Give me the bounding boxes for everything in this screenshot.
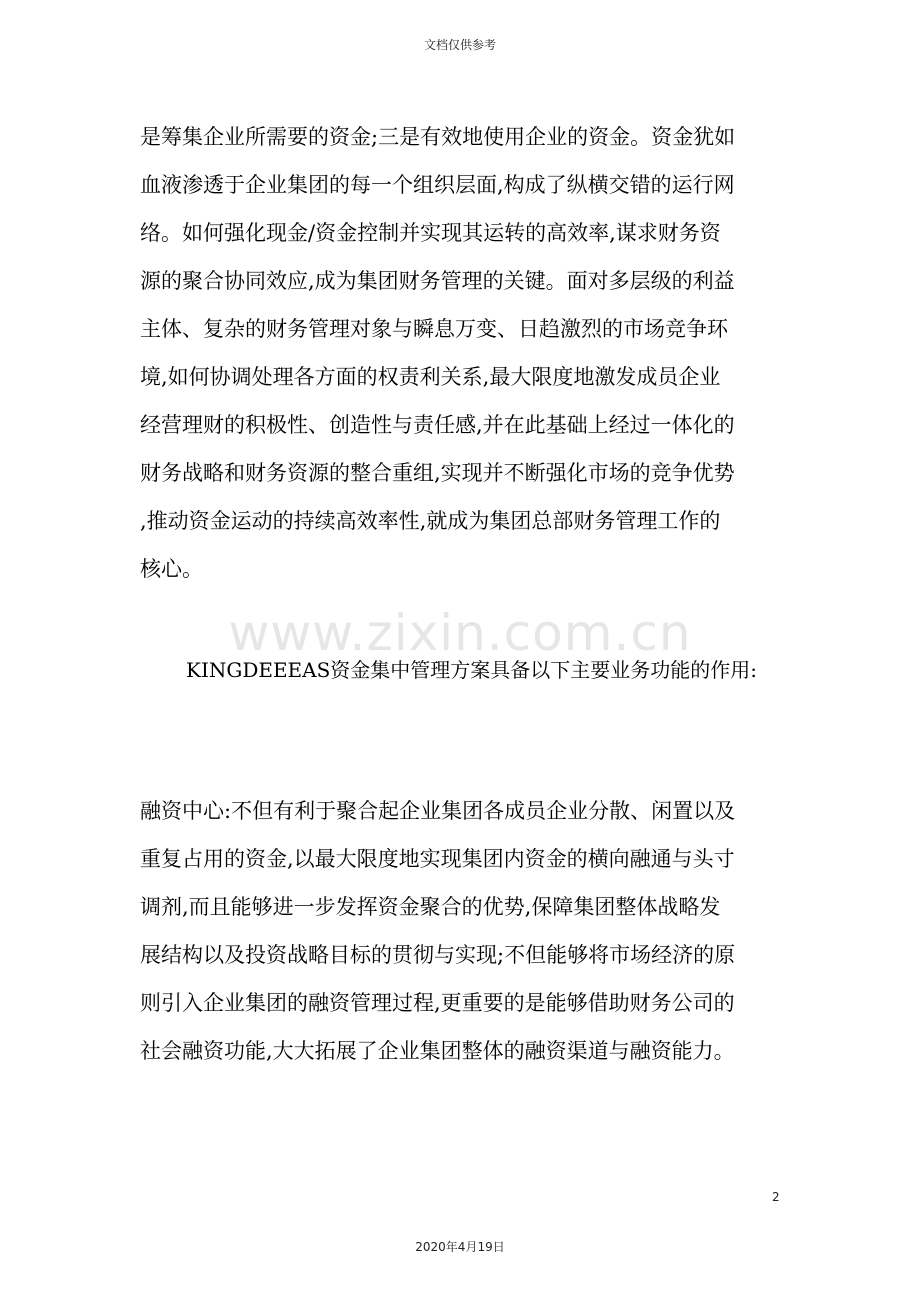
paragraph-1-line: 源的聚合协同效应,成为集团财务管理的关键。面对多层级的利益: [140, 269, 735, 293]
paragraph-1-line: 主体、复杂的财务管理对象与瞬息万变、日趋激烈的市场竞争环: [140, 317, 728, 341]
paragraph-1-line: 财务战略和财务资源的整合重组,实现并不断强化市场的竞争优势: [140, 461, 735, 485]
paragraph-1-line: ,推动资金运动的持续高效率性,就成为集团总部财务管理工作的: [140, 509, 721, 533]
paragraph-2: KINGDEEEAS资金集中管理方案具备以下主要业务功能的作用:: [186, 658, 758, 682]
watermark: www.zixin.com.cn: [228, 604, 692, 662]
paragraph-1-line: 核心。: [140, 557, 203, 581]
paragraph-1-line: 境,如何协调处理各方面的权责利关系,最大限度地激发成员企业: [140, 365, 721, 389]
page-number: 2: [772, 1190, 780, 1204]
paragraph-3-line: 展结构以及投资战略目标的贯彻与实现;不但能够将市场经济的原: [140, 943, 736, 967]
page-header: 文档仅供参考: [423, 38, 496, 52]
paragraph-1-line: 是筹集企业所需要的资金;三是有效地使用企业的资金。资金犹如: [140, 125, 736, 149]
paragraph-1-line: 络。如何强化现金/资金控制并实现其运转的高效率,谋求财务资: [140, 221, 721, 245]
paragraph-3-line: 社会融资功能,大大拓展了企业集团整体的融资渠道与融资能力。: [140, 1039, 735, 1063]
footer-date: 2020年4月19日: [415, 1240, 505, 1254]
paragraph-3-line: 重复占用的资金,以最大限度地实现集团内资金的横向融通与头寸: [140, 847, 735, 871]
paragraph-3-line: 调剂,而且能够进一步发挥资金聚合的优势,保障集团整体战略发: [140, 895, 721, 919]
paragraph-3-line: 融资中心:不但有利于聚合起企业集团各成员企业分散、闲置以及: [140, 799, 736, 823]
paragraph-3-line: 则引入企业集团的融资管理过程,更重要的是能够借助财务公司的: [140, 991, 735, 1015]
paragraph-1-line: 血液渗透于企业集团的每一个组织层面,构成了纵横交错的运行网: [140, 173, 735, 197]
paragraph-1-line: 经营理财的积极性、创造性与责任感,并在此基础上经过一体化的: [140, 413, 735, 437]
